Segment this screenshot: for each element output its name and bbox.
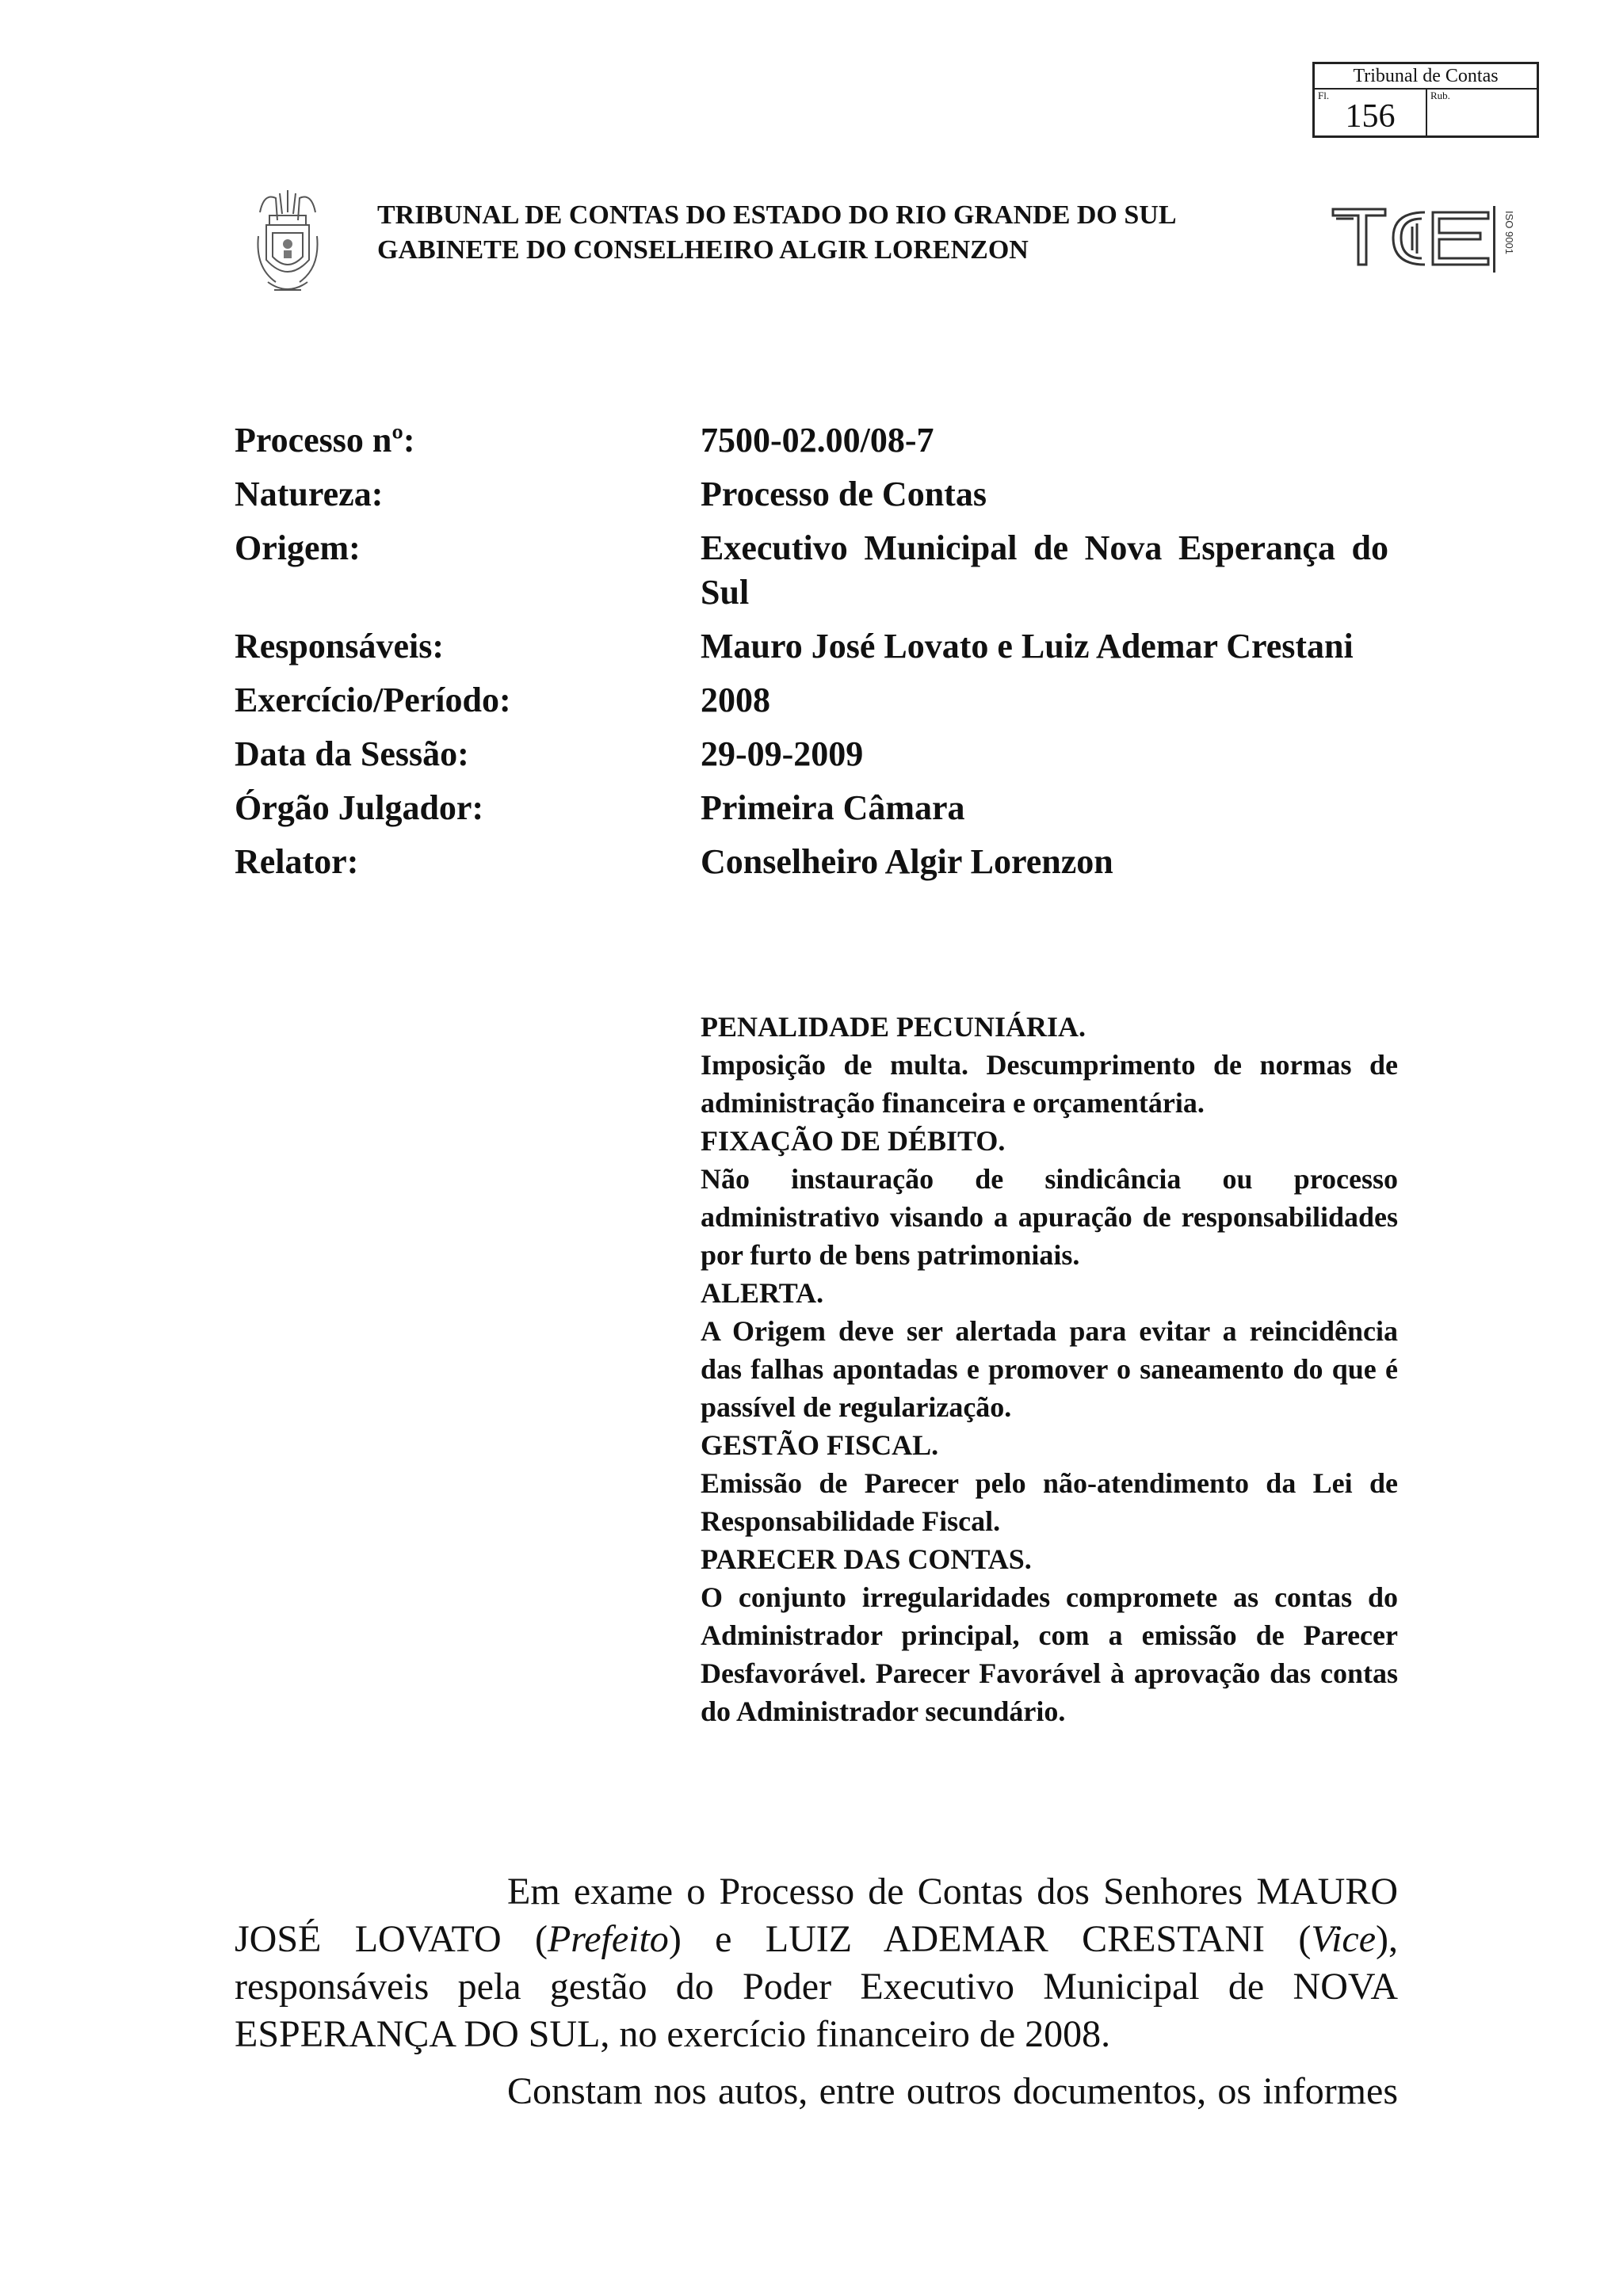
stamp-fl-cell [1315,90,1427,137]
meta-label: Exercício/Período: [235,681,511,719]
meta-row-processo [235,418,1388,463]
meta-value: Conselheiro Algir Lorenzon [701,842,1113,881]
meta-value: 7500-02.00/08-7 [701,421,934,460]
meta-value: Executivo Municipal de Nova Esperança do Sul [701,528,1388,612]
meta-value: Processo de Contas [701,475,987,513]
meta-label: Processo nº: [235,421,415,460]
iso-label: ISO 9001 [1503,211,1515,254]
ementa-paragraph: Não instauração de sindicância ou processo administrativo visando a apuração de responsabilidades por furto de bens patrimoniais. [701,1163,1398,1271]
stamp-rub-label: Rub. [1430,90,1450,101]
fl-stamp-box [1312,62,1539,138]
meta-value: 2008 [701,681,770,719]
ementa-heading: ALERTA. [701,1277,824,1309]
tce-logo [1330,201,1514,273]
ementa-heading: GESTÃO FISCAL. [701,1429,939,1461]
ementa-heading: FIXAÇÃO DE DÉBITO. [701,1125,1006,1157]
ementa-paragraph: Imposição de multa. Descumprimento de normas de administração financeira e orçamentária. [701,1049,1398,1119]
ementa-paragraph: O conjunto irregularidades compromete as contas do Administrador principal, com a emissão de Parecer Desfavorável. Parecer Favorável à aprovação das contas do Administrador secundário. [701,1581,1398,1727]
header-cabinet-name: GABINETE DO CONSELHEIRO ALGIR LORENZON [377,235,1029,265]
meta-row-data-sessao [235,732,1388,776]
meta-row-natureza [235,472,1388,517]
body-text [235,1868,1398,2125]
ementa-paragraph: Emissão de Parecer pelo não-atendimento da Lei de Responsabilidade Fiscal. [701,1467,1398,1537]
meta-label: Relator: [235,842,359,881]
meta-value: 29-09-2009 [701,734,864,773]
meta-label: Órgão Julgador: [235,788,484,827]
ementa-summary [701,1008,1398,1730]
meta-row-relator [235,840,1388,884]
meta-label: Natureza: [235,475,384,513]
body-vice: Vice [1311,1918,1377,1960]
meta-label: Origem: [235,528,361,567]
body-paragraph [235,1868,1398,2058]
meta-value: Primeira Câmara [701,788,965,827]
ementa-paragraph: A Origem deve ser alertada para evitar a reincidência das falhas apontadas e promover o saneamento do que é passível de regularização. [701,1315,1398,1423]
process-metadata [235,418,1388,894]
stamp-rub-cell [1427,90,1537,137]
meta-row-origem [235,526,1388,615]
ementa-heading: PENALIDADE PECUNIÁRIA. [701,1011,1086,1043]
meta-label: Data da Sessão: [235,734,469,773]
ementa-heading: PARECER DAS CONTAS. [701,1543,1032,1575]
meta-row-responsaveis [235,624,1388,669]
body-p1-part-a: Em exame o Processo de Contas dos Senhores MAURO JOSÉ LOVATO ( [235,1871,1398,1960]
meta-row-orgao [235,786,1388,830]
body-p1-part-b: ) e LUIZ ADEMAR CRESTANI ( [668,1918,1312,1960]
meta-label: Responsáveis: [235,627,445,666]
body-p1-part-c: ), responsáveis pela gestão do Poder Executivo Municipal de NOVA ESPERANÇA DO SUL, no exercício financeiro de 2008. [235,1918,1398,2055]
body-paragraph: Constam nos autos, entre outros documentos, os informes [507,2070,1398,2112]
stamp-title: Tribunal de Contas [1315,64,1537,90]
header-court-name: TRIBUNAL DE CONTAS DO ESTADO DO RIO GRANDE DO SUL [377,200,1177,230]
page-number: 156 [1345,98,1396,135]
body-prefeito: Prefeito [547,1918,669,1960]
meta-row-exercicio [235,678,1388,723]
stamp-fl-label: Fl. [1318,90,1330,101]
coat-of-arms-icon [252,189,323,299]
meta-value: Mauro José Lovato e Luiz Ademar Crestani [701,627,1354,666]
